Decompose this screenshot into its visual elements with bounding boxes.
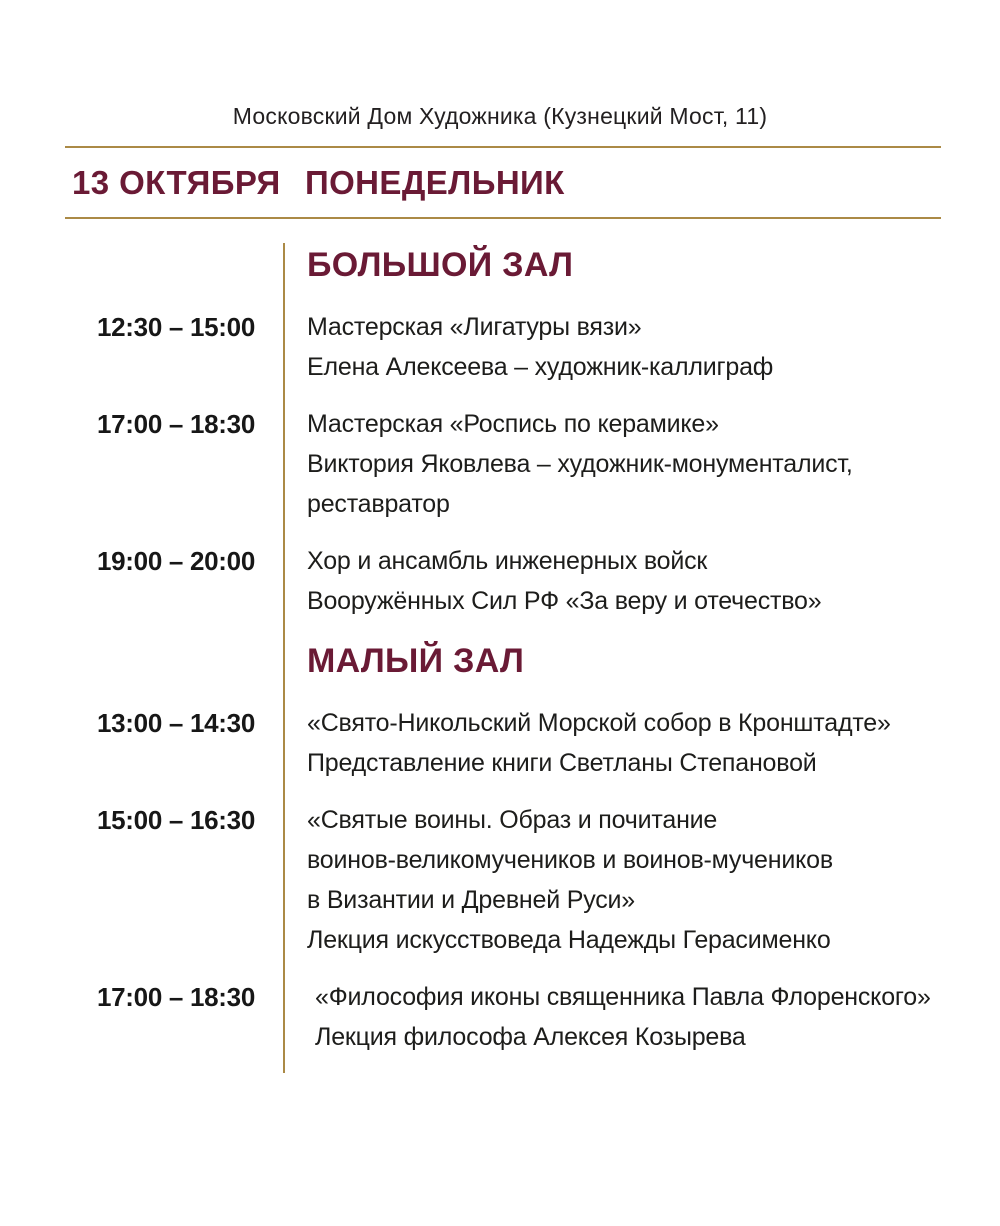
event-row: [0, 800, 1000, 960]
event-line: в Византии и Древней Руси»: [307, 886, 635, 914]
event-line: «Свято-Никольский Морской собор в Кронштадте»: [307, 709, 891, 737]
schedule: [0, 243, 1000, 1057]
event-time: 12:30 – 15:00: [96, 312, 255, 342]
event-line: Мастерская «Лигатуры вязи»: [307, 313, 642, 341]
date-label: 13 ОКТЯБРЯ: [72, 164, 281, 201]
event-time: 13:00 – 14:30: [96, 708, 255, 738]
event-line: Хор и ансамбль инженерных войск: [307, 547, 708, 575]
event-line: Елена Алексеева – художник-каллиграф: [307, 353, 774, 381]
event-time: 17:00 – 18:30: [96, 982, 255, 1012]
event-details: [284, 703, 891, 783]
venue-title: Московский Дом Художника (Кузнецкий Мост, 11): [232, 103, 768, 129]
event-line: Представление книги Светланы Степановой: [307, 749, 817, 777]
event-time: 15:00 – 16:30: [96, 805, 255, 835]
event-row: [0, 404, 1000, 524]
date-header: [72, 162, 1000, 204]
event-line: Виктория Яковлева – художник-монументалист,: [307, 450, 853, 478]
event-row: [0, 307, 1000, 387]
event-row: [0, 541, 1000, 621]
event-details: [284, 977, 931, 1057]
weekday-label: ПОНЕДЕЛЬНИК: [305, 164, 565, 201]
event-time: 17:00 – 18:30: [96, 409, 255, 439]
event-line: Лекция философа Алексея Козырева: [315, 1023, 746, 1051]
column-divider: [283, 243, 285, 1073]
event-line: Мастерская «Роспись по керамике»: [307, 410, 719, 438]
event-line: «Философия иконы священника Павла Флоренского»: [315, 983, 931, 1011]
event-row: [0, 977, 1000, 1057]
event-line: воинов-великомучеников и воинов-мучеников: [307, 846, 833, 874]
event-details: [284, 307, 773, 387]
event-details: [284, 404, 853, 524]
event-details: [284, 541, 821, 621]
event-line: «Святые воины. Образ и почитание: [307, 806, 718, 834]
top-rule: [65, 146, 941, 148]
schedule-poster: [0, 102, 1000, 1226]
event-line: реставратор: [307, 490, 450, 518]
event-line: Лекция искусствоведа Надежды Герасименко: [307, 926, 831, 954]
hall-heading-maly: МАЛЫЙ ЗАЛ: [307, 642, 525, 680]
event-time: 19:00 – 20:00: [96, 546, 255, 576]
hall-heading-bolshoy: БОЛЬШОЙ ЗАЛ: [307, 246, 574, 284]
bottom-rule: [65, 217, 941, 219]
event-line: Вооружённых Сил РФ «За веру и отечество»: [307, 587, 822, 615]
event-details: [284, 800, 833, 960]
event-row: [0, 703, 1000, 783]
